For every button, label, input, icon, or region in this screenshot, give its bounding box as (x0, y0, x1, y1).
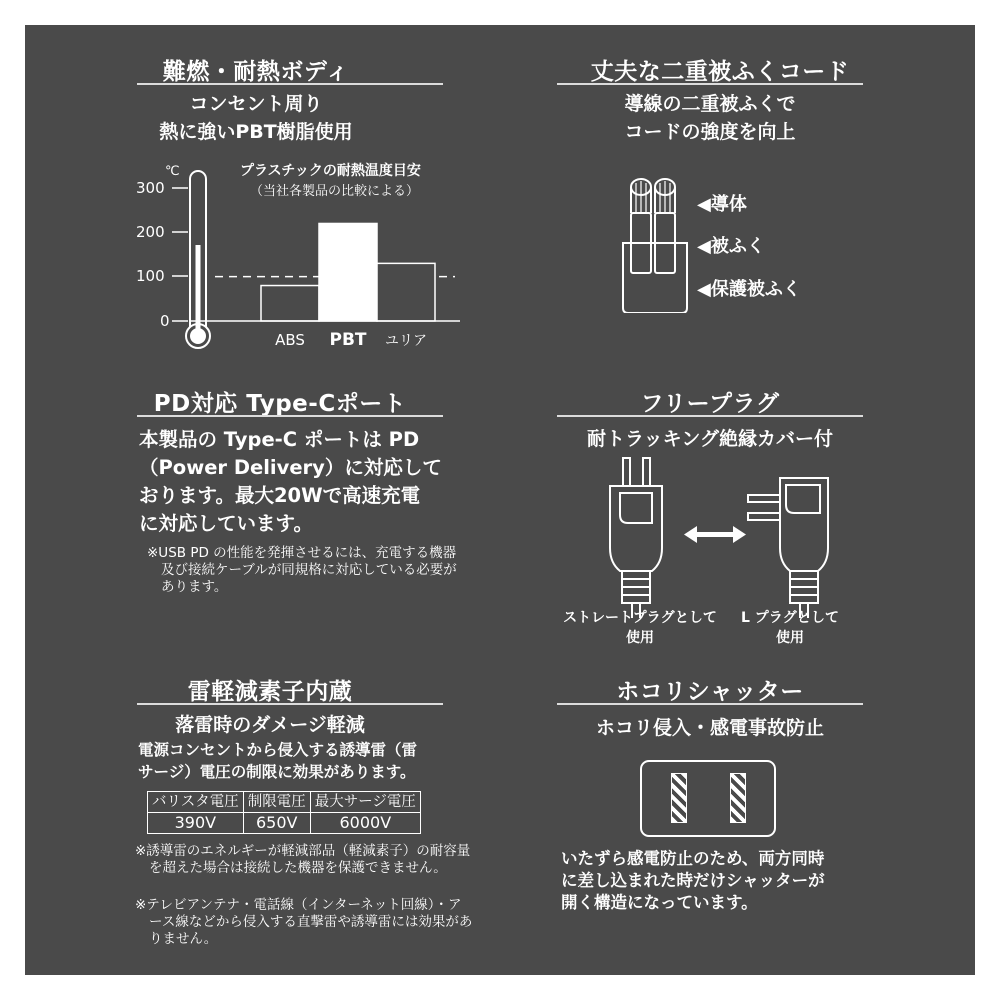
surge-note-1: ※誘導雷のエネルギーが軽減部品（軽減素子）の耐容量を超えた場合は接続した機器を保護できません。 (135, 843, 471, 876)
shutter-slot-right (730, 773, 746, 823)
surge-line: 電源コンセントから侵入する誘導雷（雷 (138, 741, 418, 759)
section-title-flame-resistant: 難燃・耐熱ボディ (162, 59, 350, 85)
pd-line: に対応しています。 (139, 512, 313, 535)
free-plug-illustration (600, 453, 830, 618)
section-title-dust-shutter: ホコリシャッター (616, 679, 804, 705)
caption-line: ストレートプラグとして (563, 610, 717, 626)
shutter-slot-left (671, 773, 687, 823)
chart-subtitle: （当社各製品の比較による） (250, 184, 420, 199)
shutter-description (561, 848, 881, 914)
table-header-row (148, 792, 421, 813)
label-protective-coating: ◀保護被ふく (697, 279, 801, 300)
table-cell: 650V (243, 813, 310, 834)
y-tick-label: 0 (160, 312, 170, 330)
table-cell: 6000V (310, 813, 420, 834)
section-title-pd-port: PD対応 Type-Cポート (153, 391, 407, 417)
x-category-label: PBT (329, 330, 367, 350)
pd-note: ※USB PD の性能を発揮させるには、充電する機器及び接続ケーブルが同規格に対応している必要があります。 (147, 545, 457, 595)
subtitle-pbt: 熱に強いPBT樹脂使用 (159, 121, 353, 143)
shutter-line: に差し込まれた時だけシャッターが (561, 871, 825, 890)
surge-note-2: ※テレビアンテナ・電話線（インターネット回線）・アース線などから侵入する直撃雷や誘導雷には効果がありません。 (135, 897, 473, 947)
double-arrow-icon (684, 526, 746, 543)
unit-label: ℃ (165, 164, 180, 179)
table-header: バリスタ電圧 (148, 792, 244, 813)
section-rule (137, 415, 443, 417)
y-tick-label: 200 (136, 223, 165, 241)
shutter-line: いたずら感電防止のため、両方同時 (561, 849, 825, 868)
caption-line: L プラグとして (740, 610, 840, 626)
subtitle-anti-tracking: 耐トラッキング絶縁カバー付 (586, 428, 834, 450)
heat-resistance-chart (120, 157, 460, 352)
subtitle-strength: コードの強度を向上 (624, 121, 796, 143)
section-rule (137, 703, 443, 705)
straight-plug-icon (610, 458, 662, 618)
caption-l-plug (715, 607, 865, 647)
pd-line: 本製品の Type-C ポートは PD (139, 428, 420, 451)
table-row (148, 813, 421, 834)
cord-cross-section-icon (615, 173, 705, 313)
section-rule (557, 415, 863, 417)
section-rule (137, 83, 443, 85)
pd-description (139, 426, 459, 538)
subtitle-lightning-damage: 落雷時のダメージ軽減 (175, 714, 365, 736)
surge-line: サージ）電圧の制限に効果があります。 (138, 763, 416, 781)
table-header: 制限電圧 (243, 792, 310, 813)
pd-line: （Power Delivery）に対応して (139, 456, 442, 479)
table-header: 最大サージ電圧 (310, 792, 420, 813)
bar-abs (261, 286, 319, 321)
table-cell: 390V (148, 813, 244, 834)
bar-pbt (319, 223, 377, 321)
pd-line: おります。最大20Wで高速充電 (139, 484, 421, 507)
section-title-double-coated-cord: 丈夫な二重被ふくコード (590, 59, 850, 85)
bar-urea (377, 263, 435, 321)
x-category-label: ABS (275, 331, 305, 349)
l-plug-icon (748, 478, 828, 618)
section-rule (557, 83, 863, 85)
info-panel (25, 25, 975, 975)
label-conductor: ◀導体 (697, 194, 747, 215)
outlet-shutter-icon (640, 760, 776, 837)
section-title-free-plug: フリープラグ (640, 391, 780, 417)
section-title-surge-protection: 雷軽減素子内蔵 (187, 679, 353, 705)
chart-title: プラスチックの耐熱温度目安 (240, 163, 421, 179)
x-category-label: ユリア (385, 333, 427, 349)
subtitle-outlet: コンセント周り (189, 93, 323, 115)
surge-description (138, 739, 458, 783)
label-coating: ◀被ふく (697, 236, 765, 257)
section-rule (557, 703, 863, 705)
voltage-spec-table (147, 791, 421, 834)
caption-line: 使用 (776, 630, 804, 646)
subtitle-double-coating: 導線の二重被ふくで (624, 93, 796, 115)
caption-straight-plug (555, 607, 725, 647)
subtitle-dust-prevention: ホコリ侵入・感電事故防止 (595, 717, 824, 739)
y-tick-label: 100 (136, 267, 165, 285)
shutter-line: 開く構造になっています。 (561, 893, 758, 912)
y-tick-label: 300 (136, 179, 165, 197)
caption-line: 使用 (626, 630, 654, 646)
